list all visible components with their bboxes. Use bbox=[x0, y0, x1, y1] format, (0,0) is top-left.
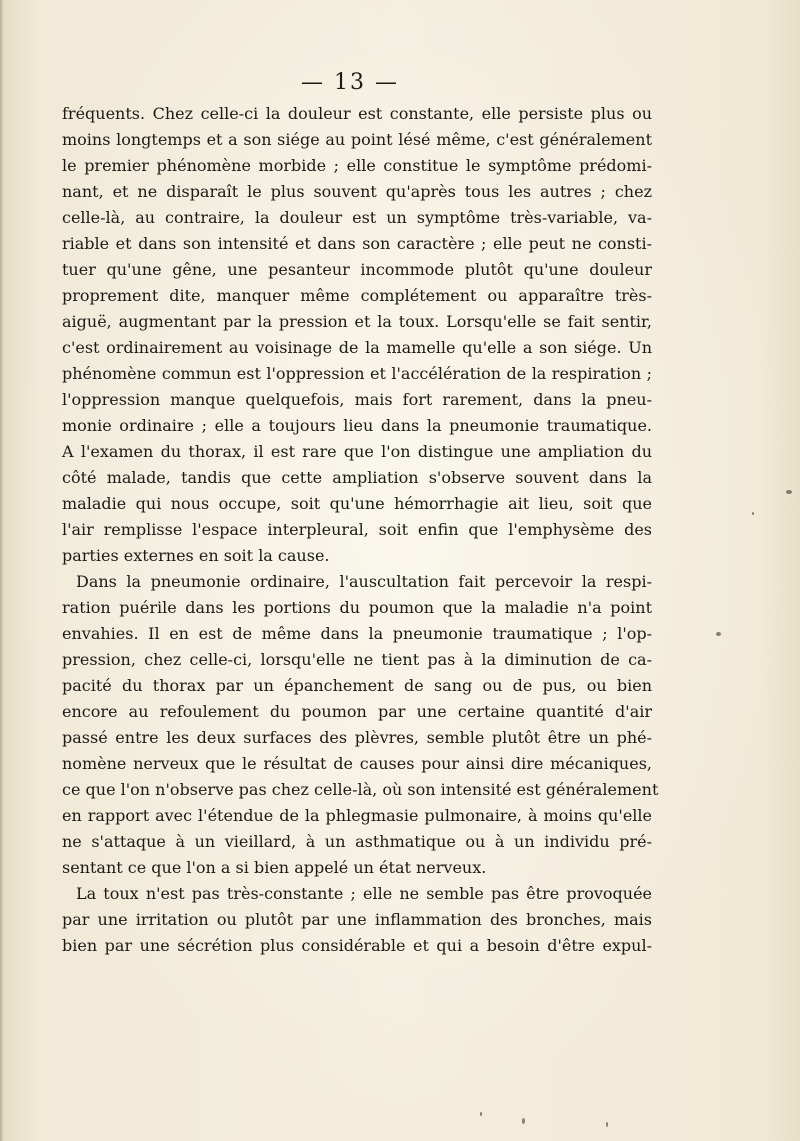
paper-speck bbox=[606, 1122, 608, 1127]
text-line: La toux n'est pas très-constante ; elle ne semble pas être provoquée bbox=[76, 884, 652, 903]
text-line: Dans la pneumonie ordinaire, l'auscultation fait percevoir la respi- bbox=[76, 572, 652, 591]
paper-speck bbox=[716, 632, 721, 636]
text-line: fréquents. Chez celle-ci la douleur est constante, elle persiste plus ou bbox=[62, 104, 652, 123]
text-line: sentant ce que l'on a si bien appelé un état nerveux. bbox=[62, 858, 487, 877]
text-line: c'est ordinairement au voisinage de la mamelle qu'elle a son siége. Un bbox=[62, 338, 652, 357]
page-edge-shadow bbox=[0, 0, 4, 1141]
text-line: côté malade, tandis que cette ampliation s'observe souvent dans la bbox=[62, 468, 652, 487]
text-line: ration puérile dans les portions du poumon que la maladie n'a point bbox=[62, 598, 652, 617]
text-line: bien par une sécrétion plus considérable et qui a besoin d'être expul- bbox=[62, 936, 652, 955]
text-line: encore au refoulement du poumon par une certaine quantité d'air bbox=[62, 702, 652, 721]
text-line: maladie qui nous occupe, soit qu'une hémorrhagie ait lieu, soit que bbox=[62, 494, 652, 513]
text-line: riable et dans son intensité et dans son caractère ; elle peut ne consti- bbox=[62, 234, 652, 253]
text-line: aiguë, augmentant par la pression et la toux. Lorsqu'elle se fait sentir, bbox=[62, 312, 652, 331]
text-line: tuer qu'une gêne, une pesanteur incommode plutôt qu'une douleur bbox=[62, 260, 652, 279]
text-line: celle-là, au contraire, la douleur est un symptôme très-variable, va- bbox=[62, 208, 652, 227]
text-line: phénomène commun est l'oppression et l'accélération de la respiration ; bbox=[62, 364, 652, 383]
text-line: l'oppression manque quelquefois, mais fort rarement, dans la pneu- bbox=[62, 390, 652, 409]
text-line: A l'examen du thorax, il est rare que l'on distingue une ampliation du bbox=[62, 442, 652, 461]
text-line: l'air remplisse l'espace interpleural, soit enfin que l'emphysème des bbox=[62, 520, 652, 539]
text-line: nomène nerveux que le résultat de causes pour ainsi dire mécaniques, bbox=[62, 754, 652, 773]
text-line: en rapport avec l'étendue de la phlegmasie pulmonaire, à moins qu'elle bbox=[62, 806, 652, 825]
text-line: ne s'attaque à un vieillard, à un asthmatique ou à un individu pré- bbox=[62, 832, 652, 851]
text-line: pression, chez celle-ci, lorsqu'elle ne tient pas à la diminution de ca- bbox=[62, 650, 652, 669]
text-line: le premier phénomène morbide ; elle constitue le symptôme prédomi- bbox=[62, 156, 652, 175]
text-line: ce que l'on n'observe pas chez celle-là, où son intensité est généralement bbox=[62, 780, 659, 799]
text-line: moins longtemps et a son siége au point lésé même, c'est généralement bbox=[62, 130, 652, 149]
body-text bbox=[62, 101, 659, 959]
text-line: parties externes en soit la cause. bbox=[62, 546, 330, 565]
paper-speck bbox=[480, 1112, 482, 1116]
paper-speck bbox=[752, 512, 754, 515]
page-number: — 13 — bbox=[301, 70, 399, 95]
text-line: passé entre les deux surfaces des plèvres, semble plutôt être un phé- bbox=[62, 728, 652, 747]
paper-speck bbox=[522, 1118, 525, 1124]
text-line: envahies. Il en est de même dans la pneumonie traumatique ; l'op- bbox=[62, 624, 652, 643]
paper-speck bbox=[786, 490, 792, 494]
text-line: nant, et ne disparaît le plus souvent qu'après tous les autres ; chez bbox=[62, 182, 652, 201]
text-line: monie ordinaire ; elle a toujours lieu dans la pneumonie traumatique. bbox=[62, 416, 652, 435]
text-line: proprement dite, manquer même complétement ou apparaître très- bbox=[62, 286, 652, 305]
text-line: pacité du thorax par un épanchement de sang ou de pus, ou bien bbox=[62, 676, 652, 695]
text-line: par une irritation ou plutôt par une inflammation des bronches, mais bbox=[62, 910, 652, 929]
